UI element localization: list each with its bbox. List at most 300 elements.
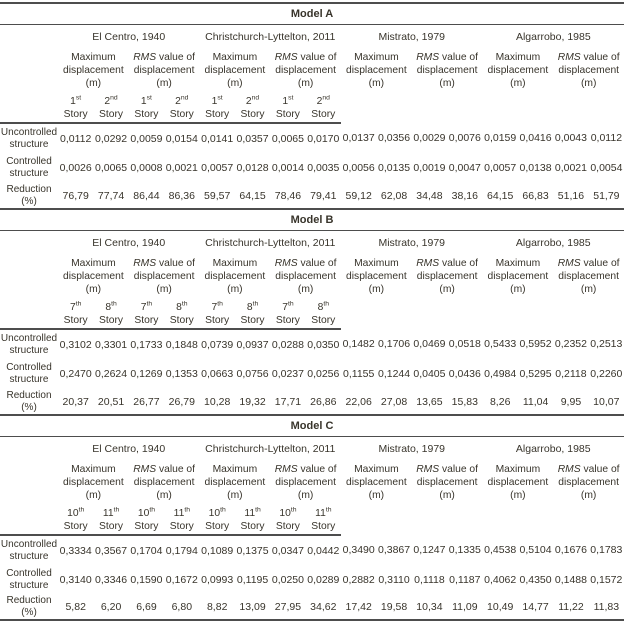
model-table-model-a bbox=[0, 2, 624, 208]
measure-line1: Maximum bbox=[354, 258, 399, 269]
value-cell: 0,0159 bbox=[483, 123, 518, 153]
measure-acronym: RMS bbox=[133, 258, 156, 269]
measure-acronym: RMS bbox=[133, 464, 156, 475]
value-cell: 34,48 bbox=[412, 183, 447, 208]
measure-line2: displacement bbox=[63, 271, 124, 282]
measure-header bbox=[412, 255, 483, 300]
value-cell: 0,1704 bbox=[129, 535, 164, 565]
value-cell: 0,0135 bbox=[376, 153, 411, 183]
story-number: 10 bbox=[279, 508, 290, 519]
measure-line2: displacement bbox=[134, 477, 195, 488]
story-number: 7 bbox=[70, 302, 76, 313]
story-ordinal-suffix: th bbox=[76, 300, 82, 307]
value-cell: 0,1353 bbox=[164, 359, 199, 389]
earthquake-header: Christchurch-Lyttelton, 2011 bbox=[200, 25, 342, 50]
value-cell: 0,0029 bbox=[412, 123, 447, 153]
row-label-line: Uncontrolled bbox=[1, 333, 57, 344]
measure-line2: displacement bbox=[275, 65, 336, 76]
value-cell: 6,80 bbox=[164, 595, 199, 620]
story-word: Story bbox=[134, 521, 158, 532]
measure-unit: (m) bbox=[86, 490, 101, 501]
value-cell: 76,79 bbox=[58, 183, 93, 208]
value-cell: 0,0141 bbox=[200, 123, 235, 153]
value-cell: 0,0350 bbox=[306, 329, 341, 359]
measure-line1: value of bbox=[581, 464, 620, 475]
measure-line2: displacement bbox=[275, 477, 336, 488]
measure-line1: value of bbox=[156, 258, 195, 269]
value-cell: 34,62 bbox=[306, 595, 341, 620]
measure-line1: Maximum bbox=[213, 258, 258, 269]
measure-header bbox=[129, 461, 200, 506]
measure-line2: displacement bbox=[275, 271, 336, 282]
value-cell: 0,1572 bbox=[589, 565, 624, 595]
value-cell: 10,34 bbox=[412, 595, 447, 620]
measure-unit: (m) bbox=[581, 490, 596, 501]
value-cell: 62,08 bbox=[376, 183, 411, 208]
story-header bbox=[200, 506, 235, 535]
value-cell: 14,77 bbox=[518, 595, 553, 620]
row-label-line: structure bbox=[10, 345, 49, 356]
measure-header bbox=[58, 49, 129, 94]
value-cell: 0,5433 bbox=[483, 329, 518, 359]
row-label-line: Reduction bbox=[6, 390, 51, 401]
measure-header bbox=[483, 49, 554, 94]
story-header bbox=[306, 506, 341, 535]
measure-header bbox=[553, 255, 624, 300]
story-number: 1 bbox=[141, 96, 147, 107]
measure-unit: (m) bbox=[298, 78, 313, 89]
value-cell: 0,0057 bbox=[483, 153, 518, 183]
value-cell: 64,15 bbox=[235, 183, 270, 208]
value-cell: 0,0405 bbox=[412, 359, 447, 389]
section-title: Model A bbox=[0, 3, 624, 25]
story-number: 10 bbox=[138, 508, 149, 519]
value-cell: 0,1482 bbox=[341, 329, 376, 359]
value-cell: 0,0065 bbox=[93, 153, 128, 183]
measure-line2: displacement bbox=[417, 271, 478, 282]
story-ordinal-suffix: th bbox=[79, 506, 85, 513]
story-ordinal-suffix: th bbox=[326, 506, 332, 513]
earthquake-header-row bbox=[0, 437, 624, 462]
value-cell: 13,09 bbox=[235, 595, 270, 620]
row-label-line: Reduction bbox=[6, 595, 51, 606]
value-cell: 79,41 bbox=[306, 183, 341, 208]
value-cell: 0,2260 bbox=[589, 359, 624, 389]
corner-spacer bbox=[0, 94, 58, 123]
value-cell: 0,1118 bbox=[412, 565, 447, 595]
measure-unit: (m) bbox=[227, 78, 242, 89]
measure-header bbox=[412, 49, 483, 94]
measure-line1: Maximum bbox=[71, 258, 116, 269]
corner-spacer bbox=[0, 25, 58, 50]
value-cell: 0,1676 bbox=[553, 535, 588, 565]
story-word: Story bbox=[134, 315, 158, 326]
measure-line2: displacement bbox=[346, 477, 407, 488]
measure-line2: displacement bbox=[488, 477, 549, 488]
value-cell: 0,0993 bbox=[200, 565, 235, 595]
story-word: Story bbox=[241, 315, 265, 326]
story-header bbox=[164, 94, 199, 123]
measure-unit: (m) bbox=[581, 78, 596, 89]
row-label bbox=[0, 565, 58, 595]
value-cell: 26,86 bbox=[306, 389, 341, 414]
earthquake-header: Mistrato, 1979 bbox=[341, 437, 483, 462]
measure-line2: displacement bbox=[488, 65, 549, 76]
story-ordinal-suffix: th bbox=[184, 506, 190, 513]
story-word: Story bbox=[99, 109, 123, 120]
story-ordinal-suffix: nd bbox=[252, 94, 260, 101]
story-number: 7 bbox=[282, 302, 288, 313]
value-cell: 0,0047 bbox=[447, 153, 482, 183]
value-cell: 0,1672 bbox=[164, 565, 199, 595]
measure-unit: (m) bbox=[439, 78, 454, 89]
row-label bbox=[0, 535, 58, 565]
value-cell: 0,0442 bbox=[306, 535, 341, 565]
value-cell: 0,0756 bbox=[235, 359, 270, 389]
value-cell: 0,3334 bbox=[58, 535, 93, 565]
value-cell: 19,32 bbox=[235, 389, 270, 414]
value-cell: 0,0138 bbox=[518, 153, 553, 183]
value-cell: 0,0356 bbox=[376, 123, 411, 153]
measure-header bbox=[200, 49, 271, 94]
value-cell: 0,0518 bbox=[447, 329, 482, 359]
measure-header bbox=[483, 461, 554, 506]
story-ordinal-suffix: th bbox=[253, 300, 259, 307]
value-cell: 0,3490 bbox=[341, 535, 376, 565]
section-title-row bbox=[0, 209, 624, 231]
value-cell: 0,0026 bbox=[58, 153, 93, 183]
value-cell: 0,5295 bbox=[518, 359, 553, 389]
story-number: 11 bbox=[244, 508, 255, 519]
story-ordinal-suffix: th bbox=[323, 300, 329, 307]
story-number: 2 bbox=[317, 96, 323, 107]
measure-header bbox=[270, 255, 341, 300]
value-cell: 0,0065 bbox=[270, 123, 305, 153]
story-header bbox=[270, 506, 305, 535]
story-header bbox=[306, 94, 341, 123]
measure-acronym: RMS bbox=[133, 52, 156, 63]
story-ordinal-suffix: th bbox=[291, 506, 297, 513]
row-label bbox=[0, 329, 58, 359]
story-word: Story bbox=[170, 109, 194, 120]
measure-acronym: RMS bbox=[275, 52, 298, 63]
measure-acronym: RMS bbox=[558, 464, 581, 475]
measure-line1: value of bbox=[156, 52, 195, 63]
measure-unit: (m) bbox=[156, 78, 171, 89]
measure-header bbox=[553, 49, 624, 94]
value-cell: 78,46 bbox=[270, 183, 305, 208]
measure-line1: Maximum bbox=[213, 52, 258, 63]
earthquake-header: Algarrobo, 1985 bbox=[483, 25, 624, 50]
measure-header-row bbox=[0, 461, 624, 506]
value-cell: 0,3567 bbox=[93, 535, 128, 565]
story-word: Story bbox=[311, 109, 335, 120]
story-header bbox=[58, 506, 93, 535]
measure-line2: displacement bbox=[205, 477, 266, 488]
measure-header bbox=[200, 255, 271, 300]
story-ordinal-suffix: th bbox=[255, 506, 261, 513]
value-cell: 0,3140 bbox=[58, 565, 93, 595]
story-number: 11 bbox=[315, 508, 326, 519]
value-cell: 0,1155 bbox=[341, 359, 376, 389]
measure-header-row bbox=[0, 49, 624, 94]
story-word: Story bbox=[241, 109, 265, 120]
measure-acronym: RMS bbox=[275, 464, 298, 475]
value-cell: 0,3346 bbox=[93, 565, 128, 595]
value-cell: 0,0154 bbox=[164, 123, 199, 153]
story-number: 7 bbox=[211, 302, 217, 313]
value-cell: 0,0292 bbox=[93, 123, 128, 153]
story-ordinal-suffix: nd bbox=[322, 94, 330, 101]
value-cell: 0,1733 bbox=[129, 329, 164, 359]
value-cell: 51,79 bbox=[589, 183, 624, 208]
value-cell: 10,07 bbox=[589, 389, 624, 414]
story-number: 8 bbox=[176, 302, 182, 313]
value-cell: 0,0019 bbox=[412, 153, 447, 183]
value-cell: 66,83 bbox=[518, 183, 553, 208]
value-cell: 5,82 bbox=[58, 595, 93, 620]
story-header bbox=[164, 506, 199, 535]
row-label bbox=[0, 595, 58, 620]
story-number: 10 bbox=[67, 508, 78, 519]
value-cell: 0,0937 bbox=[235, 329, 270, 359]
value-cell: 0,0416 bbox=[518, 123, 553, 153]
value-cell: 0,4350 bbox=[518, 565, 553, 595]
story-header bbox=[235, 506, 270, 535]
story-ordinal-suffix: st bbox=[217, 94, 222, 101]
section-title: Model C bbox=[0, 415, 624, 437]
value-cell: 0,1794 bbox=[164, 535, 199, 565]
value-cell: 0,1089 bbox=[200, 535, 235, 565]
row-label bbox=[0, 389, 58, 414]
corner-spacer bbox=[0, 506, 58, 535]
value-cell: 0,2624 bbox=[93, 359, 128, 389]
story-number: 1 bbox=[212, 96, 218, 107]
measure-line2: displacement bbox=[558, 65, 619, 76]
story-word: Story bbox=[99, 315, 123, 326]
measure-unit: (m) bbox=[86, 284, 101, 295]
corner-spacer bbox=[0, 255, 58, 300]
story-number: 2 bbox=[246, 96, 252, 107]
data-row bbox=[0, 329, 624, 359]
story-word: Story bbox=[276, 521, 300, 532]
value-cell: 20,51 bbox=[93, 389, 128, 414]
corner-spacer bbox=[0, 231, 58, 256]
row-label-line: Reduction bbox=[6, 184, 51, 195]
story-header bbox=[235, 94, 270, 123]
value-cell: 38,16 bbox=[447, 183, 482, 208]
story-ordinal-suffix: st bbox=[76, 94, 81, 101]
earthquake-header-row bbox=[0, 25, 624, 50]
story-header bbox=[270, 94, 305, 123]
value-cell: 0,0035 bbox=[306, 153, 341, 183]
measure-header bbox=[341, 255, 412, 300]
story-ordinal-suffix: nd bbox=[110, 94, 118, 101]
story-header bbox=[129, 506, 164, 535]
measure-unit: (m) bbox=[369, 284, 384, 295]
measure-line1: Maximum bbox=[71, 464, 116, 475]
story-header bbox=[93, 94, 128, 123]
value-cell: 0,0043 bbox=[553, 123, 588, 153]
measure-header-row bbox=[0, 255, 624, 300]
data-row bbox=[0, 389, 624, 414]
earthquake-header: Christchurch-Lyttelton, 2011 bbox=[200, 231, 342, 256]
story-number: 1 bbox=[282, 96, 288, 107]
value-cell: 15,83 bbox=[447, 389, 482, 414]
value-cell: 0,2470 bbox=[58, 359, 93, 389]
value-cell: 11,22 bbox=[553, 595, 588, 620]
value-cell: 51,16 bbox=[553, 183, 588, 208]
value-cell: 20,37 bbox=[58, 389, 93, 414]
value-cell: 64,15 bbox=[483, 183, 518, 208]
measure-header bbox=[200, 461, 271, 506]
value-cell: 0,0076 bbox=[447, 123, 482, 153]
row-label bbox=[0, 123, 58, 153]
measure-header bbox=[58, 461, 129, 506]
corner-spacer bbox=[0, 300, 58, 329]
earthquake-header: El Centro, 1940 bbox=[58, 437, 200, 462]
measure-unit: (m) bbox=[298, 490, 313, 501]
section-title: Model B bbox=[0, 209, 624, 231]
story-word: Story bbox=[64, 521, 88, 532]
story-header bbox=[306, 300, 341, 329]
story-ordinal-suffix: st bbox=[147, 94, 152, 101]
value-cell: 19,58 bbox=[376, 595, 411, 620]
measure-header bbox=[553, 461, 624, 506]
measure-acronym: RMS bbox=[558, 52, 581, 63]
story-ordinal-suffix: th bbox=[217, 300, 223, 307]
value-cell: 59,57 bbox=[200, 183, 235, 208]
value-cell: 0,0347 bbox=[270, 535, 305, 565]
earthquake-header: Algarrobo, 1985 bbox=[483, 231, 624, 256]
measure-line2: displacement bbox=[134, 271, 195, 282]
story-word: Story bbox=[311, 521, 335, 532]
story-ordinal-suffix: th bbox=[182, 300, 188, 307]
row-label-line: (%) bbox=[21, 607, 37, 618]
measure-line1: value of bbox=[298, 258, 337, 269]
measure-line2: displacement bbox=[488, 271, 549, 282]
value-cell: 0,0128 bbox=[235, 153, 270, 183]
story-header bbox=[200, 94, 235, 123]
earthquake-header: El Centro, 1940 bbox=[58, 231, 200, 256]
story-header bbox=[129, 300, 164, 329]
measure-header bbox=[129, 255, 200, 300]
story-number: 8 bbox=[105, 302, 111, 313]
story-header bbox=[164, 300, 199, 329]
value-cell: 8,82 bbox=[200, 595, 235, 620]
measure-line1: Maximum bbox=[354, 52, 399, 63]
value-cell: 0,3110 bbox=[376, 565, 411, 595]
value-cell: 0,0237 bbox=[270, 359, 305, 389]
data-row bbox=[0, 183, 624, 208]
story-word: Story bbox=[64, 109, 88, 120]
story-ordinal-suffix: nd bbox=[181, 94, 189, 101]
story-word: Story bbox=[99, 521, 123, 532]
measure-unit: (m) bbox=[156, 490, 171, 501]
measure-line1: value of bbox=[439, 258, 478, 269]
measure-unit: (m) bbox=[510, 78, 525, 89]
row-label-line: structure bbox=[10, 139, 49, 150]
value-cell: 0,0056 bbox=[341, 153, 376, 183]
corner-spacer bbox=[0, 437, 58, 462]
value-cell: 6,20 bbox=[93, 595, 128, 620]
measure-line1: value of bbox=[581, 52, 620, 63]
value-cell: 0,0357 bbox=[235, 123, 270, 153]
measure-line2: displacement bbox=[63, 65, 124, 76]
story-number: 2 bbox=[175, 96, 181, 107]
measure-acronym: RMS bbox=[416, 258, 439, 269]
data-row bbox=[0, 595, 624, 620]
row-label-line: Uncontrolled bbox=[1, 127, 57, 138]
story-word: Story bbox=[276, 109, 300, 120]
story-header-row bbox=[0, 94, 624, 123]
earthquake-header: Algarrobo, 1985 bbox=[483, 437, 624, 462]
row-label bbox=[0, 359, 58, 389]
measure-line1: Maximum bbox=[496, 464, 541, 475]
story-word: Story bbox=[170, 315, 194, 326]
value-cell: 27,08 bbox=[376, 389, 411, 414]
value-cell: 0,0170 bbox=[306, 123, 341, 153]
row-label-line: (%) bbox=[21, 402, 37, 413]
value-cell: 27,95 bbox=[270, 595, 305, 620]
earthquake-header-row bbox=[0, 231, 624, 256]
row-label-line: Controlled bbox=[6, 156, 52, 167]
data-row bbox=[0, 153, 624, 183]
value-cell: 10,49 bbox=[483, 595, 518, 620]
measure-unit: (m) bbox=[298, 284, 313, 295]
row-label-line: structure bbox=[10, 551, 49, 562]
value-cell: 0,0112 bbox=[589, 123, 624, 153]
measure-unit: (m) bbox=[510, 284, 525, 295]
data-row bbox=[0, 359, 624, 389]
measure-header bbox=[270, 461, 341, 506]
measure-line2: displacement bbox=[346, 271, 407, 282]
row-label bbox=[0, 153, 58, 183]
measure-unit: (m) bbox=[581, 284, 596, 295]
story-ordinal-suffix: st bbox=[288, 94, 293, 101]
story-header-row bbox=[0, 300, 624, 329]
value-cell: 0,0289 bbox=[306, 565, 341, 595]
story-ordinal-suffix: th bbox=[220, 506, 226, 513]
value-cell: 0,0250 bbox=[270, 565, 305, 595]
value-cell: 0,0014 bbox=[270, 153, 305, 183]
value-cell: 0,0057 bbox=[200, 153, 235, 183]
measure-header bbox=[270, 49, 341, 94]
measure-line1: Maximum bbox=[354, 464, 399, 475]
measure-line2: displacement bbox=[134, 65, 195, 76]
story-ordinal-suffix: th bbox=[149, 506, 155, 513]
measure-line1: value of bbox=[298, 464, 337, 475]
measure-header bbox=[129, 49, 200, 94]
story-number: 8 bbox=[247, 302, 253, 313]
earthquake-header: Mistrato, 1979 bbox=[341, 231, 483, 256]
value-cell: 0,0021 bbox=[553, 153, 588, 183]
story-header bbox=[200, 300, 235, 329]
measure-acronym: RMS bbox=[416, 464, 439, 475]
value-cell: 86,36 bbox=[164, 183, 199, 208]
story-number: 10 bbox=[209, 508, 220, 519]
story-word: Story bbox=[134, 109, 158, 120]
story-number: 8 bbox=[318, 302, 324, 313]
model-table-model-b bbox=[0, 208, 624, 414]
value-cell: 0,4538 bbox=[483, 535, 518, 565]
measure-unit: (m) bbox=[439, 490, 454, 501]
measure-line2: displacement bbox=[417, 477, 478, 488]
value-cell: 22,06 bbox=[341, 389, 376, 414]
value-cell: 0,0256 bbox=[306, 359, 341, 389]
story-header bbox=[129, 94, 164, 123]
measure-line1: Maximum bbox=[496, 258, 541, 269]
